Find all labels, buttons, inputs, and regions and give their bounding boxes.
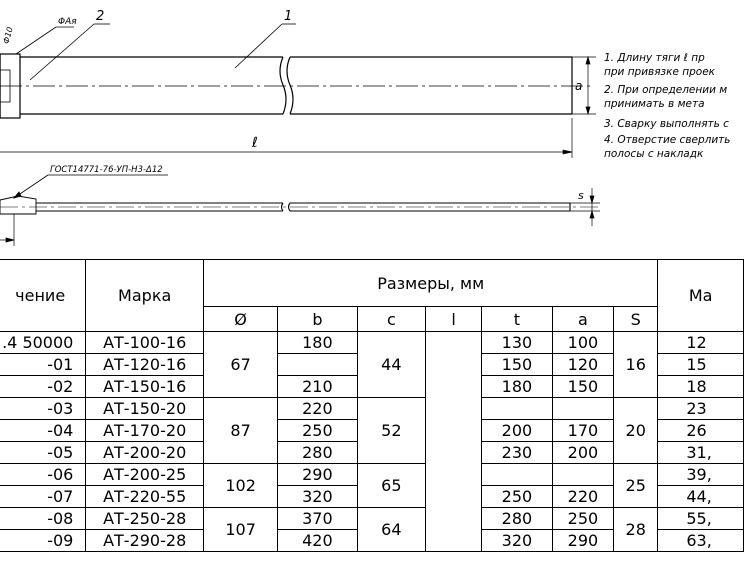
note-4-line-1: 4. Отверстие сверлить (604, 134, 731, 146)
cell-a: 100 (552, 332, 613, 354)
cell-a (552, 398, 613, 420)
cell-designation: -01 (0, 354, 86, 376)
cell-diameter: 102 (204, 464, 278, 508)
dimension-fitting (0, 214, 14, 246)
cell-b: 220 (278, 398, 357, 420)
dimension-length-label: ℓ (252, 135, 258, 151)
cell-mark: АТ-120-16 (86, 354, 204, 376)
cell-l (426, 332, 482, 552)
cell-mark: АТ-150-16 (86, 376, 204, 398)
subheader-s: S (614, 307, 658, 332)
cell-designation: -09 (0, 530, 86, 552)
cell-mass: 63, (658, 530, 744, 552)
cell-mass: 15 (658, 354, 744, 376)
cell-t: 200 (482, 420, 553, 442)
dimension-length (0, 118, 572, 158)
cell-designation: -07 (0, 486, 86, 508)
cell-mass: 44, (658, 486, 744, 508)
table-row (0, 464, 744, 486)
cell-b: 320 (278, 486, 357, 508)
cell-b (278, 354, 357, 376)
cell-a: 250 (552, 508, 613, 530)
cell-t: 150 (482, 354, 553, 376)
diameter-label: ΦAя (58, 17, 77, 27)
table-row (0, 332, 744, 354)
cell-c: 52 (357, 398, 426, 464)
cell-b: 370 (278, 508, 357, 530)
cell-t (482, 464, 553, 486)
cell-mass: 39, (658, 464, 744, 486)
header-designation: чение (0, 260, 86, 332)
cell-c: 44 (357, 332, 426, 398)
cell-t: 230 (482, 442, 553, 464)
note-2-line-1: 2. При определении м (604, 84, 728, 96)
cell-diameter: 67 (204, 332, 278, 398)
cell-t: 180 (482, 376, 553, 398)
subheader-b: b (278, 307, 357, 332)
subheader-a: a (552, 307, 613, 332)
cell-t: 320 (482, 530, 553, 552)
cell-mark: АТ-290-28 (86, 530, 204, 552)
note-1-line-2: при привязке проек (604, 66, 716, 78)
subheader-c: c (357, 307, 426, 332)
cell-a (552, 464, 613, 486)
cell-mark: АТ-200-20 (86, 442, 204, 464)
note-4-line-2: полосы с накладк (604, 148, 704, 160)
cell-diameter: 87 (204, 398, 278, 464)
cell-t: 130 (482, 332, 553, 354)
header-mass: Ма (658, 260, 744, 332)
cell-a: 120 (552, 354, 613, 376)
cell-b: 280 (278, 442, 357, 464)
cell-s: 25 (614, 464, 658, 508)
cell-designation: -06 (0, 464, 86, 486)
cell-mass: 12 (658, 332, 744, 354)
callout-leaders (16, 24, 296, 80)
hole-label: Ф10 (1, 26, 15, 45)
cell-a: 150 (552, 376, 613, 398)
subheader-diameter: Ø (204, 307, 278, 332)
cell-b: 210 (278, 376, 357, 398)
header-mark: Марка (86, 260, 204, 332)
cell-a: 290 (552, 530, 613, 552)
cell-mass: 55, (658, 508, 744, 530)
cell-designation: -08 (0, 508, 86, 530)
callout-2-label: 2 (96, 9, 105, 24)
cell-b: 180 (278, 332, 357, 354)
cell-a: 220 (552, 486, 613, 508)
cell-designation: -05 (0, 442, 86, 464)
dimension-a-label: a (575, 79, 583, 93)
subheader-t: t (482, 307, 553, 332)
note-1-line-1: 1. Длину тяги ℓ пр (604, 52, 705, 64)
strip-side-view (0, 196, 598, 214)
table-row (0, 398, 744, 420)
cell-designation: -02 (0, 376, 86, 398)
table-row (0, 508, 744, 530)
cell-t (482, 398, 553, 420)
specification-table (0, 259, 744, 552)
cell-mark: АТ-150-20 (86, 398, 204, 420)
cell-designation: -04 (0, 420, 86, 442)
cell-designation: .4 50000 (0, 332, 86, 354)
note-2-line-2: принимать в мета (604, 98, 705, 110)
cell-mass: 31, (658, 442, 744, 464)
cell-designation: -03 (0, 398, 86, 420)
cell-mass: 23 (658, 398, 744, 420)
cell-mark: АТ-100-16 (86, 332, 204, 354)
cell-s: 16 (614, 332, 658, 398)
cell-mark: АТ-250-28 (86, 508, 204, 530)
cell-mark: АТ-200-25 (86, 464, 204, 486)
cell-t: 250 (482, 486, 553, 508)
cell-b: 420 (278, 530, 357, 552)
dimension-s-label: s (578, 189, 584, 202)
cell-b: 250 (278, 420, 357, 442)
cell-t: 280 (482, 508, 553, 530)
cell-mark: АТ-170-20 (86, 420, 204, 442)
weld-standard-label: ГОСТ14771-76-УП-Н3-Δ12 (50, 165, 163, 175)
cell-b: 290 (278, 464, 357, 486)
header-dimensions: Размеры, мм (204, 260, 658, 307)
cell-mark: АТ-220-55 (86, 486, 204, 508)
cell-s: 28 (614, 508, 658, 552)
cell-diameter: 107 (204, 508, 278, 552)
cell-a: 170 (552, 420, 613, 442)
cell-mass: 26 (658, 420, 744, 442)
cell-s: 20 (614, 398, 658, 464)
rod-plan-view (0, 54, 592, 118)
cell-c: 65 (357, 464, 426, 508)
note-3: 3. Сварку выполнять с (604, 118, 729, 130)
cell-mass: 18 (658, 376, 744, 398)
cell-a: 200 (552, 442, 613, 464)
subheader-l: l (426, 307, 482, 332)
callout-1-label: 1 (284, 9, 293, 24)
cell-c: 64 (357, 508, 426, 552)
weld-leader (14, 175, 168, 198)
